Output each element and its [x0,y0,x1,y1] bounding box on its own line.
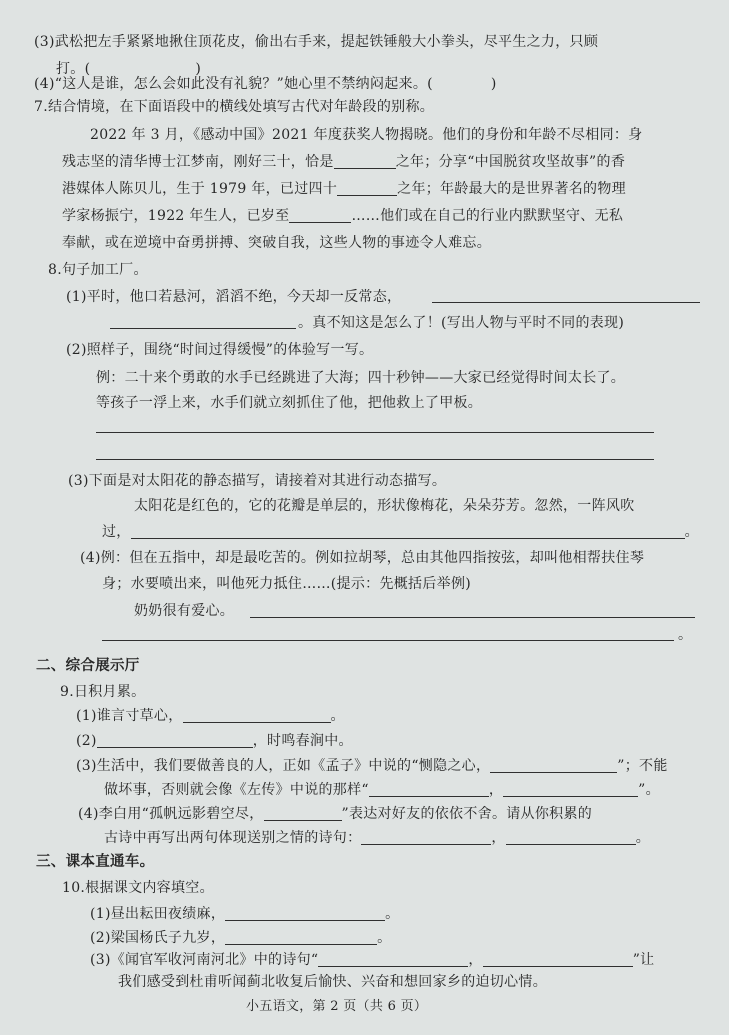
q8-item4-line2: 身；水要喷出来，叫他死力抵住……(提示：先概括后举例) [102,576,472,592]
page-footer: 小五语文，第 2 页（共 6 页） [246,999,428,1014]
q9-item4-blank-3[interactable] [506,830,636,845]
q8-item3: (3)下面是对太阳花的静态描写，请接着对其进行动态描写。 [68,473,447,489]
q8-item4-answer-line-a[interactable] [250,617,695,618]
q9-item4-line1: (4)李白用“孤帆远影碧空尽， ”表达对好友的依依不舍。请从你积累的 [78,806,593,822]
q8-item2-answer-line-a[interactable] [96,432,654,433]
q9-item3-blank-2[interactable] [369,782,489,797]
q8-item1-answer-line-b[interactable] [110,328,296,329]
q10-item2: (2)梁国杨氏子九岁， 。 [90,930,392,946]
q8-item4-answer-line-b[interactable] [102,640,674,641]
section3-heading: 三、课本直通车。 [36,854,155,870]
q8-item4-end: 。 [678,627,693,643]
q7-blank-3[interactable] [289,208,351,223]
q10-item3-line2: 我们感受到杜甫听闻蓟北收复后愉快、兴奋和想回家乡的迫切心情。 [118,974,547,990]
q7-passage-line3: 港媒体人陈贝儿，生于 1979 年，已过四十 之年；年龄最大的是世界著名的物理 [62,181,626,197]
q9-item3-line1: (3)生活中，我们要做善良的人，正如《孟子》中说的“恻隐之心， ”；不能 [76,758,668,774]
q8-example-line1: 例：二十来个勇敢的水手已经跳进了大海；四十秒钟——大家已经觉得时间太长了。 [96,370,626,386]
q9-item4-line2: 古诗中再写出两句体现送别之情的诗句： ， 。 [104,830,651,846]
q9-title: 9.日积月累。 [60,684,146,700]
q8-item3-blank[interactable] [131,524,685,539]
q8-item2-answer-line-b[interactable] [96,459,654,460]
q9-item3-line2: 做坏事，否则就会像《左传》中说的那样“ ， ”。 [104,782,660,798]
section2-heading: 二、综合展示厅 [36,658,140,674]
q10-item1: (1)昼出耘田夜绩麻， 。 [90,906,400,922]
q7-blank-2[interactable] [337,181,397,196]
q8-title: 8.句子加工厂。 [48,262,148,278]
q9-item4-blank-2[interactable] [361,830,491,845]
q9-item1: (1)谁言寸草心， 。 [76,708,345,724]
q9-item1-blank[interactable] [183,708,331,723]
q10-item3-blank-2[interactable] [483,952,633,967]
q10-item1-blank[interactable] [225,906,385,921]
q8-example-line2: 等孩子一浮上来，水手们就立刻抓住了他，把他救上了甲板。 [96,395,483,411]
q10-title: 10.根据课文内容填空。 [62,880,214,896]
q7-passage-line4: 学家杨振宁，1922 年生人，已岁至 ……他们或在自己的行业内默默坚守、无私 [62,208,624,224]
q10-item3-line1: (3)《闻官军收河南河北》中的诗句“ ， ”让 [90,952,655,968]
q7-passage-line5: 奉献，或在逆境中奋勇拼搏、突破自我，这些人物的事迹令人难忘。 [62,235,491,251]
q9-item2-blank[interactable] [97,733,253,748]
q9-item3-blank-3[interactable] [503,782,638,797]
q7-title: 7.结合情境，在下面语段中的横线处填写古代对年龄段的别称。 [34,99,435,115]
q8-item4-line3: 奶奶很有爱心。 [134,603,235,619]
q9-item2: (2) ，时鸣春涧中。 [76,733,353,749]
q8-item2: (2)照样子，围绕“时间过得缓慢”的体验写一写。 [66,342,374,358]
q8-item4-line1: (4)例：但在五指中，却是最吃苦的。例如拉胡琴，总由其他四指按弦，却叫他相帮扶住琴 [80,550,645,566]
q7-passage-line2: 残志坚的清华博士江梦南，刚好三十，恰是 之年；分享“中国脱贫攻坚故事”的香 [62,154,626,170]
q9-item4-blank-1[interactable] [264,806,342,821]
q8-item3-continue: 过， 。 [102,524,699,540]
q8-item1-line2: 。真不知这是怎么了！(写出人物与平时不同的表现) [298,315,625,331]
q7-blank-1[interactable] [334,154,396,169]
q8-item1-answer-line-a[interactable] [432,302,700,303]
q10-item3-blank-1[interactable] [318,952,468,967]
q7-passage-line1: 2022 年 3 月，《感动中国》2021 年度获奖人物揭晓。他们的身份和年龄不尽相同：身 [90,127,643,143]
q8-item1-line1: (1)平时，他口若悬河，滔滔不绝，今天却一反常态， [66,289,402,305]
q9-item3-blank-1[interactable] [490,758,617,773]
q10-item2-blank[interactable] [225,930,377,945]
q6-item4: (4)“这人是谁，怎么会如此没有礼貌？”她心里不禁纳闷起来。( ) [34,76,497,92]
q6-item3-line2: 打。( ) [56,61,202,77]
q8-item3-passage: 太阳花是红色的，它的花瓣是单层的，形状像梅花，朵朵芬芳。忽然，一阵风吹 [134,498,635,514]
q6-item3-line1: (3)武松把左手紧紧地揪住顶花皮，偷出右手来，提起铁锤般大小拳头，尽平生之力，只顾 [34,34,599,50]
